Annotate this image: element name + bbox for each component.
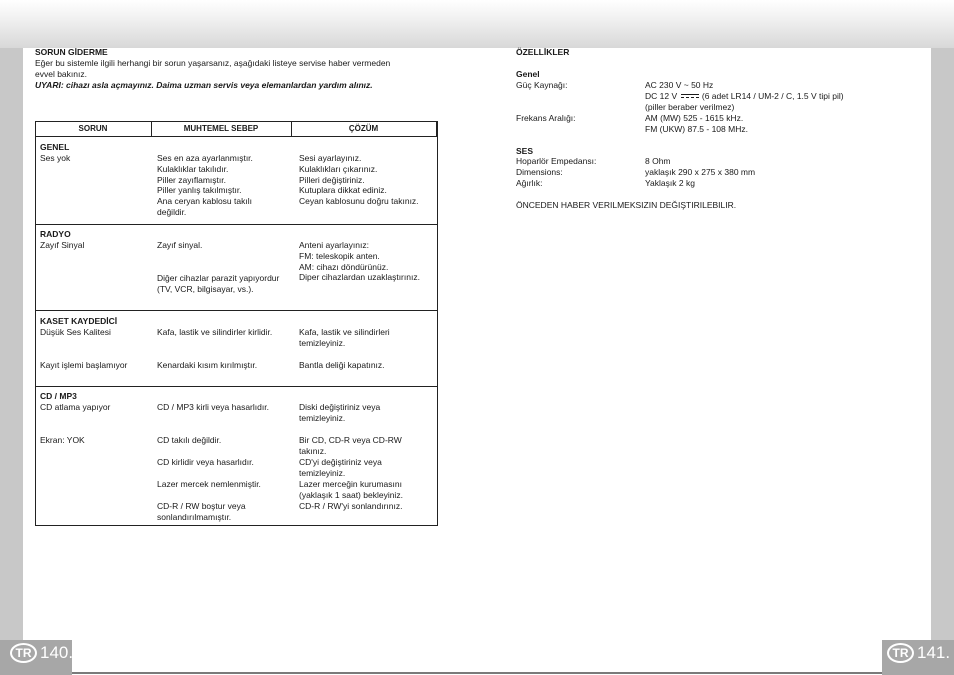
cause-cell xyxy=(157,240,202,251)
section-title: RADYO xyxy=(40,229,71,239)
solution-text: Sesi ayarlayınız. xyxy=(299,153,362,163)
cause-text: Piller zayıflamıştır. xyxy=(157,174,226,185)
cause-text: Piller yanlış takılmıştır. xyxy=(157,185,242,196)
solution-text: Diski değiştiriniz veya xyxy=(299,402,381,412)
cause-cell xyxy=(157,273,279,295)
cause-text: Kulaklıklar takılıdır. xyxy=(157,163,229,174)
col-header-cause: MUHTEMEL SEBEP xyxy=(183,124,259,133)
cause-text: Kafa, lastik ve silindirler kirlidir. xyxy=(157,327,273,337)
right-margin-bar xyxy=(931,48,954,640)
solution-text: Kafa, lastik ve silindirleri xyxy=(299,327,390,337)
header-band xyxy=(0,0,954,48)
table-rule xyxy=(35,386,438,387)
table-col-divider xyxy=(436,121,437,136)
cause-cell xyxy=(157,457,254,468)
troubleshooting-heading: SORUN GİDERME xyxy=(35,47,108,57)
spec-value: Yaklaşık 2 kg xyxy=(645,178,695,188)
solution-text: Anteni ayarlayınız: xyxy=(299,240,369,250)
table-rule xyxy=(35,136,438,137)
section-title: KASET KAYDEDİCİ xyxy=(40,316,118,326)
cause-cell xyxy=(157,402,269,413)
problem-text: CD atlama yapıyor xyxy=(40,401,111,412)
spec-note: (piller beraber verilmez) xyxy=(645,102,735,112)
solution-cell xyxy=(299,327,390,349)
section-cd-mp3 xyxy=(40,391,110,413)
specifications-heading: ÖZELLİKLER xyxy=(516,47,570,57)
solution-text: Diper cihazlardan uzaklaştırınız. xyxy=(299,272,420,283)
section-cassette xyxy=(40,316,117,338)
section-general xyxy=(40,142,70,164)
solution-cell xyxy=(299,457,382,479)
section-title: CD / MP3 xyxy=(40,391,77,401)
left-margin-bar xyxy=(0,48,23,640)
section-radio xyxy=(40,229,84,251)
solution-cell xyxy=(299,153,419,207)
cause-text: Diğer cihazlar parazit yapıyordur xyxy=(157,273,280,283)
spec-label: Güç Kaynağı: xyxy=(516,80,568,90)
intro-text-line2: evvel bakınız. xyxy=(35,69,87,79)
solution-text: takınız. xyxy=(299,445,327,456)
solution-text: temizleyiniz. xyxy=(299,467,346,478)
cause-cell xyxy=(157,153,253,218)
page-number: 141. xyxy=(917,643,951,662)
spec-value: AC 230 V ~ 50 Hz xyxy=(645,80,714,90)
page-number-right xyxy=(887,643,950,663)
solution-text: CD-R / RW'yi sonlandırınız. xyxy=(299,501,403,511)
problem-text: Zayıf Sinyal xyxy=(40,239,85,250)
page-number: 140. xyxy=(40,643,74,662)
table-rule xyxy=(35,310,438,311)
problem-text: Kayıt işlemi başlamıyor xyxy=(40,360,128,370)
solution-text: CD'yi değiştiriniz veya xyxy=(299,457,382,467)
col-header-problem: SORUN xyxy=(78,124,108,133)
solution-text: Bantla deliği kapatınız. xyxy=(299,360,385,370)
battery-info: (6 adet LR14 / UM-2 / C, 1.5 V tipi pil) xyxy=(701,91,844,101)
spec-value-dc xyxy=(645,91,844,102)
spec-label: Dimensions: xyxy=(516,167,563,177)
spec-label: Hoparlör Empedansı: xyxy=(516,156,597,166)
solution-cell xyxy=(299,501,403,512)
spec-label: Frekans Aralığı: xyxy=(516,113,576,123)
solution-text: temizleyiniz. xyxy=(299,412,346,423)
cause-text: Ses en aza ayarlanmıştır. xyxy=(157,153,253,163)
problem-cell xyxy=(40,435,85,446)
cause-text: Kenardaki kısım kırılmıştır. xyxy=(157,360,258,370)
col-header-solution: ÇÖZÜM xyxy=(348,124,379,133)
cause-text: sonlandırılmamıştır. xyxy=(157,511,232,522)
solution-cell xyxy=(299,479,403,501)
solution-text: Pilleri değiştiriniz. xyxy=(299,174,365,185)
spec-value: yaklaşık 290 x 275 x 380 mm xyxy=(645,167,756,177)
spec-value: AM (MW) 525 - 1615 kHz. xyxy=(645,113,744,123)
cause-text: CD takılı değildir. xyxy=(157,435,222,445)
sound-subheading: SES xyxy=(516,146,534,156)
spec-value: FM (UKW) 87.5 - 108 MHz. xyxy=(645,124,748,134)
section-title: GENEL xyxy=(40,142,70,152)
solution-cell xyxy=(299,240,420,283)
cause-cell xyxy=(157,360,257,371)
cause-text: Lazer mercek nemlenmiştir. xyxy=(157,479,261,489)
solution-text: Bir CD, CD-R veya CD-RW xyxy=(299,435,402,445)
troubleshooting-table xyxy=(35,121,438,526)
cause-text: CD / MP3 kirli veya hasarlıdır. xyxy=(157,402,269,412)
solution-cell xyxy=(299,360,385,371)
solution-text: Kutuplara dikkat ediniz. xyxy=(299,185,387,196)
dc-voltage: DC 12 V xyxy=(645,91,678,101)
problem-text: Ses yok xyxy=(40,152,71,163)
solution-cell xyxy=(299,402,380,424)
general-subheading: Genel xyxy=(516,69,540,79)
solution-text: Kulaklıkları çıkarınız. xyxy=(299,163,378,174)
problem-text: Ekran: YOK xyxy=(40,435,85,445)
change-notice: ÖNCEDEN HABER VERILMEKSIZIN DEĞIŞTIRILEBILIR. xyxy=(516,200,737,210)
cause-cell xyxy=(157,435,221,446)
solution-text: (yaklaşık 1 saat) bekleyiniz. xyxy=(299,489,403,500)
solution-text: Ceyan kablosunu doğru takınız. xyxy=(299,196,419,207)
solution-text: temizleyiniz. xyxy=(299,337,346,348)
cause-text: değildir. xyxy=(157,206,187,217)
cause-cell xyxy=(157,327,272,338)
solution-text: FM: teleskopik anten. xyxy=(299,250,380,261)
cause-text: Zayıf sinyal. xyxy=(157,240,203,250)
problem-cell xyxy=(40,360,127,371)
cause-text: (TV, VCR, bilgisayar, vs.). xyxy=(157,283,254,294)
solution-text: Lazer merceğin kurumasını xyxy=(299,479,402,489)
problem-text: Düşük Ses Kalitesi xyxy=(40,326,111,337)
language-badge-icon: TR xyxy=(10,643,37,663)
cause-cell xyxy=(157,501,246,523)
spec-value: 8 Ohm xyxy=(645,156,671,166)
cause-cell xyxy=(157,479,261,490)
footer-rule xyxy=(72,672,882,674)
cause-text: CD kirlidir veya hasarlıdır. xyxy=(157,457,254,467)
intro-text-line1: Eğer bu sistemle ilgili herhangi bir sorun yaşarsanız, aşağıdaki listeye servise haber vermeden xyxy=(35,58,391,68)
solution-cell xyxy=(299,435,402,457)
warning-text: UYARI: cihazı asla açmayınız. Daima uzman servis veya elemanlardan yardım alınız. xyxy=(35,80,373,90)
language-badge-icon: TR xyxy=(887,643,914,663)
table-rule xyxy=(35,224,438,225)
cause-text: Ana ceryan kablosu takılı xyxy=(157,196,252,207)
spec-label: Ağırlık: xyxy=(516,178,543,188)
page-number-left xyxy=(10,643,73,663)
direct-current-icon xyxy=(681,94,699,100)
cause-text: CD-R / RW boştur veya xyxy=(157,501,246,511)
solution-text: AM: cihazı döndürünüz. xyxy=(299,261,389,272)
